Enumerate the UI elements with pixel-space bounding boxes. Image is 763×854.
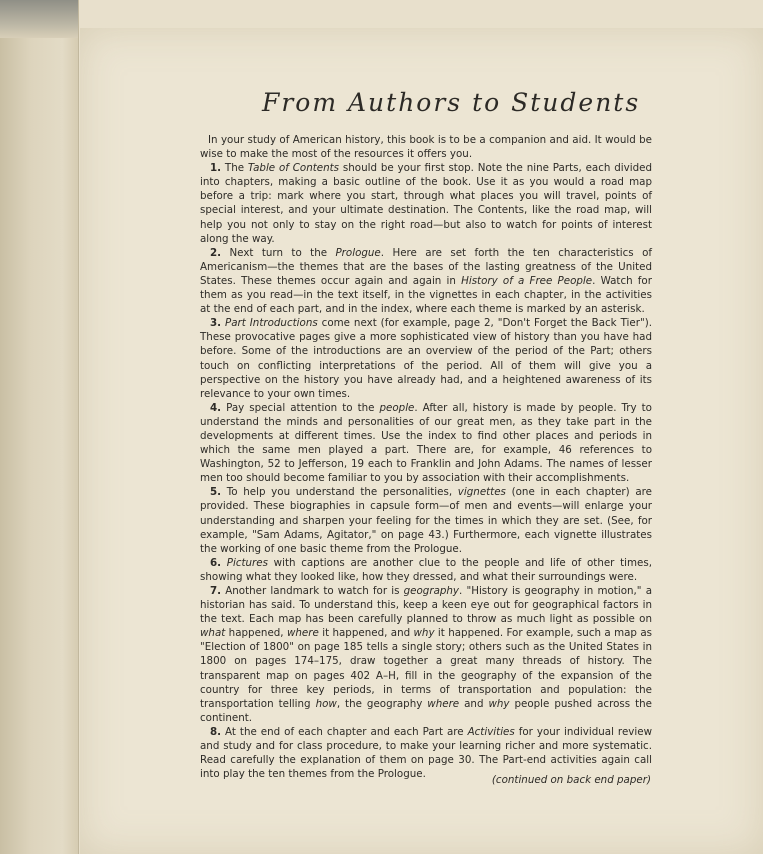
paragraph-number: 4.: [210, 401, 222, 414]
emphasized-text: what: [200, 627, 226, 640]
paragraph-text: it happened. For example, such a map as "Election of 1800" on page 185 tells a single story; others such as the United States in 1800 on pages 174–175, draw together a great many threads of history. The transparent map on pages 402 A–H, fill in the geography of the expansion of the country for three key periods, in terms of transportation and population: the transportation telling: [200, 627, 652, 710]
paragraph-text: come next (for example, page 2, "Don't Forget the Back Tier"). These provocative pages give a more sophisticated view of history than you have had before. Some of the introductions are an overview of the period of the Part; others touch on conflicting interpretations of the period. All of them will give you a perspective on the history you have already had, and a heightened awareness of its relevance to your own times.: [200, 317, 653, 400]
numbered-paragraph: [200, 725, 652, 781]
numbered-paragraph: [200, 161, 652, 246]
emphasized-text: how: [315, 697, 337, 710]
paragraph-text: At the end of each chapter and each Part are: [221, 725, 468, 738]
numbered-paragraph: [200, 316, 652, 401]
paragraph-text: with captions are another clue to the people and life of other times, showing what they looked like, how they dressed, and what their surroundings were.: [200, 556, 652, 583]
emphasized-text: why: [488, 697, 510, 710]
emphasized-text: where: [286, 627, 319, 640]
paragraph-text: (one in each chapter) are provided. These biographies in capsule form—of men and events—will enlarge your understanding and sharpen your feeling for the times in which they are set. (See, for example, "Sam Adams, Agitator," on page 43.) Furthermore, each vignette illustrates the working of one basic theme from the Prologue.: [200, 486, 652, 555]
paragraph-number: 3.: [210, 317, 222, 330]
paragraph-number: 7.: [210, 585, 222, 597]
intro-paragraph: In your study of American history, this book is to be a companion and aid. It would be wise to make the most of the resources it offers you.: [200, 134, 652, 161]
paragraph-number: 8.: [210, 725, 222, 738]
numbered-paragraph: [200, 584, 652, 725]
continued-note: (continued on back end paper): [491, 774, 651, 786]
emphasized-text: Activities: [467, 725, 515, 738]
paragraph-text: people pushed across the continent.: [200, 697, 652, 724]
paragraph-number: 6.: [210, 556, 222, 569]
emphasized-text: Table of Contents: [247, 162, 340, 175]
emphasized-text: why: [413, 627, 435, 640]
paragraph-text: To help you understand the personalities,: [221, 486, 458, 499]
paragraph-text: . After all, history is made by people. Try to understand the minds and personalities of our great men, as they take part in the developments at different times. Use the index to find other places and periods in which the same men played a part. There are, for example, 46 references to Washington, 52 to Jefferson, 19 each to Franklin and John Adams. The names of lesser men too should become familiar to you by association with their accomplishments.: [200, 401, 652, 485]
paragraph-number: 1.: [210, 162, 222, 175]
paragraph-text: Next turn to the: [221, 246, 336, 259]
emphasized-text: Prologue: [335, 246, 381, 259]
numbered-paragraph: [200, 556, 652, 584]
paragraph-text: Another landmark to watch for is: [221, 585, 404, 597]
paragraph-number: 5.: [210, 486, 222, 499]
page-title: From Authors to Students: [262, 88, 641, 117]
paragraph-text: . Here are set forth the ten characteristics of Americanism—the themes that are the bases of the lasting greatness of the United States. These themes occur again and again in: [200, 246, 652, 287]
paragraph-text: , the geography: [336, 697, 428, 710]
emphasized-text: where: [427, 697, 460, 710]
emphasized-text: vignettes: [457, 486, 506, 499]
paragraph-text: it happened, and: [318, 627, 414, 640]
emphasized-text: people: [379, 401, 415, 414]
body-text: [200, 133, 652, 781]
paragraph-number: 2.: [210, 246, 222, 259]
numbered-paragraph: [200, 485, 652, 555]
spine-wear: [0, 0, 78, 38]
emphasized-text: History of a Free People: [461, 274, 593, 287]
emphasized-text: Part Introductions: [225, 317, 318, 330]
paragraph-text: and: [459, 697, 489, 710]
paragraph-text: Pay special attention to the: [221, 401, 380, 414]
numbered-paragraph: [200, 246, 652, 316]
paragraph-text: . Watch for them as you read—in the text itself, in the vignettes in each chapter, in the activities at the end of each part, and in the index, where each theme is marked by an asterisk.: [200, 274, 652, 316]
emphasized-text: Pictures: [226, 556, 268, 569]
paragraph-text: for your individual review and study and for class procedure, to make your learning richer and more systematic. Read carefully the explanation of them on page 30. The Part-end activities again call into play the ten themes from the Prologue.: [200, 725, 652, 781]
emphasized-text: geography: [403, 585, 460, 597]
paragraph-text: . "History is geography in motion," a historian has said. To understand this, keep a keen eye out for geographical factors in the text. Each map has been carefully planned to throw as much light as possible on: [200, 585, 653, 626]
paragraph-text: should be your first stop. Note the nine Parts, each divided into chapters, making a basic outline of the book. Use it as you would a road map before a trip: mark where you start, through what places you will travel, points of special interest, and your ultimate destination. The Contents, like the road map, will help you not only to stay on the right road—but also to watch for points of interest along the way.: [200, 162, 652, 245]
numbered-paragraph: [200, 401, 652, 486]
book-spine-edge: [0, 0, 79, 854]
paragraph-text: happened,: [225, 627, 287, 640]
paragraph-text: The: [221, 162, 248, 175]
